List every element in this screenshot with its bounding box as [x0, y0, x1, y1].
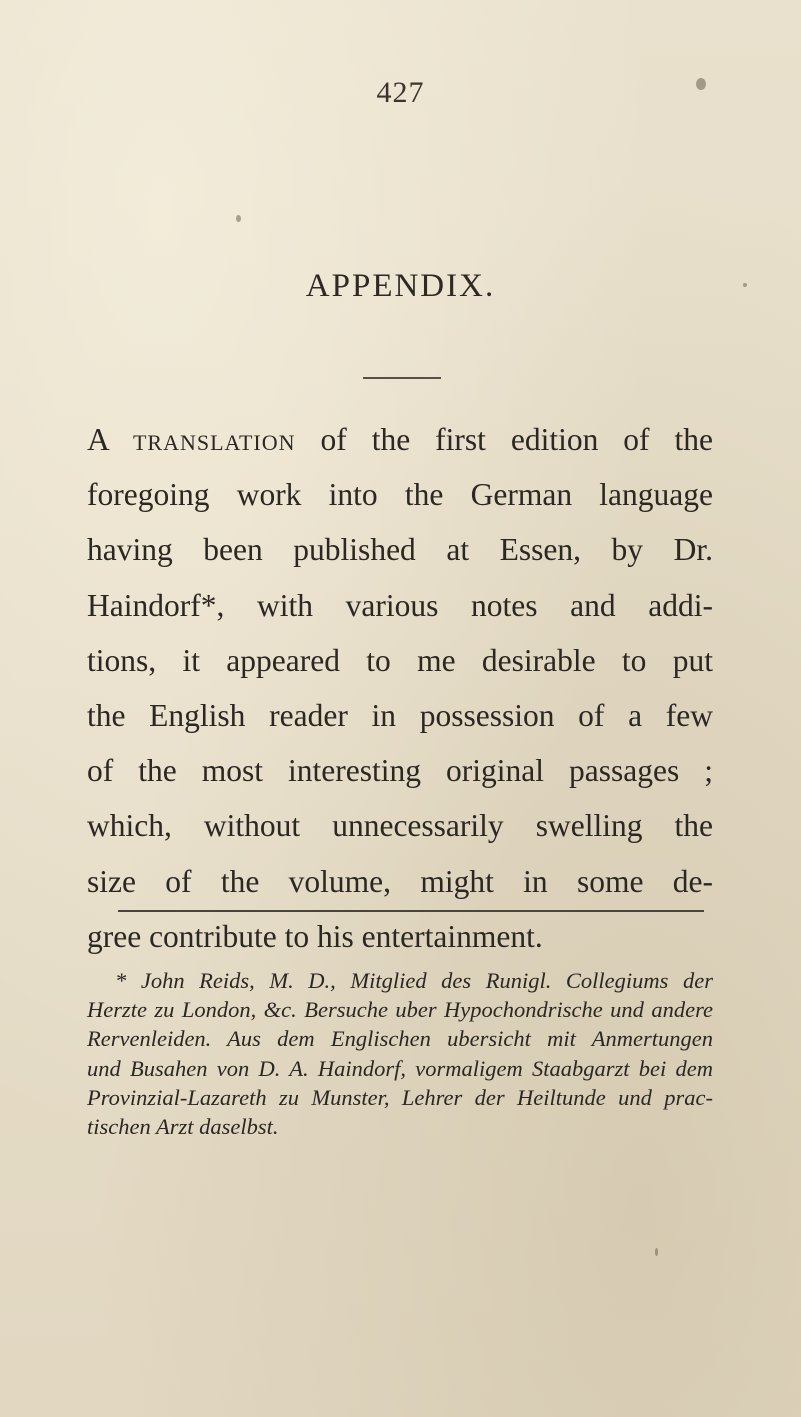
- footnote-line: tischen Arzt daselbst.: [87, 1114, 279, 1140]
- paper-speck: [743, 283, 747, 287]
- paper-speck: [696, 78, 706, 90]
- page-title: APPENDIX.: [305, 268, 496, 304]
- paper-speck: [236, 215, 241, 222]
- body-line: tions, it appeared to me desirable to put: [87, 642, 713, 678]
- footnote: [87, 966, 713, 1141]
- heading-divider: [363, 377, 441, 379]
- smallcaps-word: translation: [132, 422, 296, 457]
- body-line: A translation of the first edition of the: [87, 422, 713, 457]
- body-line: which, without unnecessarily swelling the: [87, 808, 713, 844]
- footnote-divider: [118, 910, 704, 912]
- body-line: foregoing work into the German language: [87, 477, 713, 513]
- body-line: gree contribute to his entertainment.: [87, 918, 543, 954]
- body-paragraph: [87, 412, 713, 964]
- paper-speck: [655, 1248, 658, 1256]
- body-line: Haindorf*, with various notes and addi-: [87, 587, 713, 623]
- page-number: 427: [376, 76, 425, 109]
- body-line: size of the volume, might in some de-: [87, 863, 713, 899]
- footnote-line: * John Reids, M. D., Mitglied des Runigl. Collegiums der: [115, 968, 713, 993]
- body-line: having been published at Essen, by Dr.: [87, 532, 713, 568]
- footnote-line: Herzte zu London, &c. Bersuche uber Hypochondrische und andere: [87, 997, 713, 1023]
- footnote-line: und Busahen von D. A. Haindorf, vormaligem Staabgarzt bei dem: [87, 1055, 713, 1081]
- body-line: the English reader in possession of a few: [87, 698, 713, 734]
- footnote-line: Rervenleiden. Aus dem Englischen ubersicht mit Anmertungen: [87, 1026, 713, 1052]
- body-line: of the most interesting original passages ;: [87, 753, 713, 789]
- footnote-line: Provinzial-Lazareth zu Munster, Lehrer der Heiltunde und prac-: [87, 1084, 713, 1110]
